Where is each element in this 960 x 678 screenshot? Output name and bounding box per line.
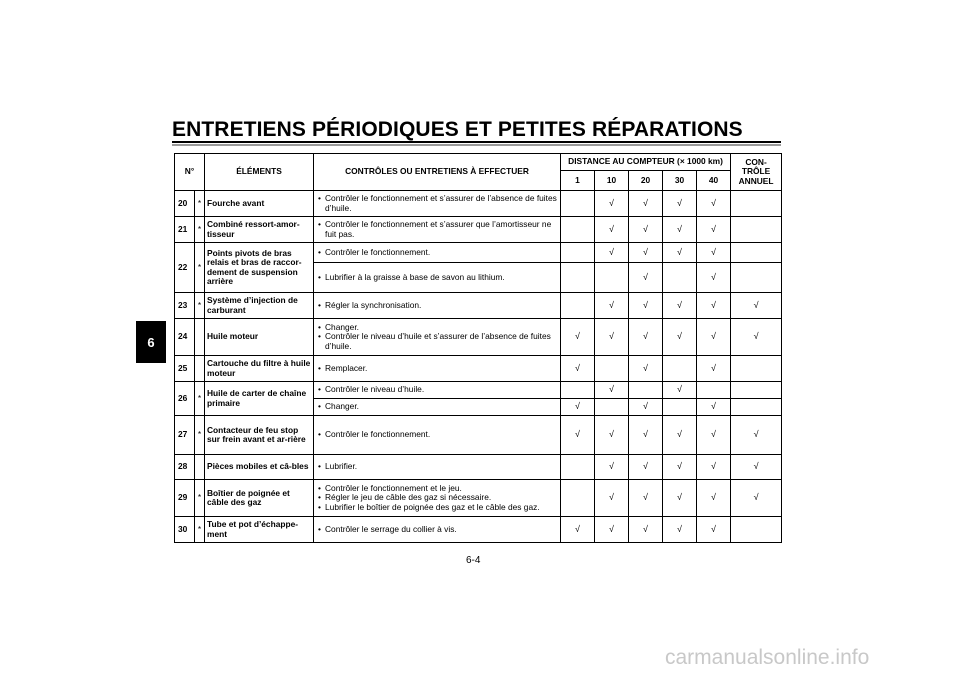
check-cell: √ xyxy=(629,243,663,263)
header-km: 1 xyxy=(561,171,595,191)
table-row xyxy=(175,191,782,217)
bullet: • xyxy=(318,331,321,342)
bullet: • xyxy=(318,271,321,282)
action-text: Régler le jeu de câble des gaz si nécessaire. xyxy=(325,492,492,503)
action-text: Contrôler le fonctionnement et le jeu. xyxy=(325,482,462,493)
check-annual xyxy=(731,399,782,416)
check-cell: √ xyxy=(629,319,663,356)
table-row xyxy=(175,243,782,263)
action-text: Contrôler le niveau d’huile. xyxy=(325,384,425,395)
bullet: • xyxy=(318,246,321,257)
row-element: Points pivots de bras relais et bras de raccor-dement de suspension arrière xyxy=(205,243,314,293)
action-text: Contrôler le fonctionnement et s’assurer de l’absence de fuites d’huile. xyxy=(325,193,557,213)
action-text: Changer. xyxy=(325,321,359,332)
check-cell: √ xyxy=(697,517,731,543)
row-star: * xyxy=(195,480,205,517)
table-row xyxy=(175,319,782,356)
check-annual xyxy=(731,263,782,293)
check-cell xyxy=(663,399,697,416)
check-cell: √ xyxy=(663,455,697,480)
row-star xyxy=(195,319,205,356)
check-cell: √ xyxy=(595,217,629,243)
row-number: 23 xyxy=(175,293,195,319)
check-cell xyxy=(663,263,697,293)
row-action xyxy=(314,382,561,399)
check-annual xyxy=(731,243,782,263)
page-title: ENTRETIENS PÉRIODIQUES ET PETITES RÉPARATIONS xyxy=(172,118,743,141)
check-cell: √ xyxy=(697,416,731,455)
action-text: Changer. xyxy=(325,401,359,412)
check-cell: √ xyxy=(629,416,663,455)
action-text: Lubrifier le boîtier de poignée des gaz et le câble des gaz. xyxy=(325,501,540,512)
check-annual xyxy=(731,217,782,243)
row-number: 21 xyxy=(175,217,195,243)
maintenance-table xyxy=(174,153,782,543)
row-action xyxy=(314,217,561,243)
bullet: • xyxy=(318,321,321,332)
row-element: Système d’injection de carburant xyxy=(205,293,314,319)
check-cell xyxy=(561,455,595,480)
check-cell: √ xyxy=(595,319,629,356)
row-star: * xyxy=(195,416,205,455)
row-number: 28 xyxy=(175,455,195,480)
check-cell xyxy=(629,382,663,399)
check-cell: √ xyxy=(561,416,595,455)
row-star: * xyxy=(195,191,205,217)
row-number: 26 xyxy=(175,382,195,416)
row-action xyxy=(314,356,561,382)
check-cell: √ xyxy=(697,319,731,356)
row-number: 25 xyxy=(175,356,195,382)
row-action xyxy=(314,416,561,455)
row-number: 30 xyxy=(175,517,195,543)
check-cell: √ xyxy=(697,293,731,319)
check-cell: √ xyxy=(629,356,663,382)
check-cell: √ xyxy=(629,399,663,416)
header-km: 20 xyxy=(629,171,663,191)
check-cell: √ xyxy=(663,382,697,399)
table-row xyxy=(175,293,782,319)
header-annual: CON-TRÔLE ANNUEL xyxy=(731,154,782,191)
action-text: Remplacer. xyxy=(325,362,368,373)
check-cell: √ xyxy=(697,455,731,480)
page-number: 6-4 xyxy=(466,555,481,566)
row-action xyxy=(314,263,561,293)
header-km: 40 xyxy=(697,171,731,191)
check-annual xyxy=(731,356,782,382)
action-text: Contrôler le serrage du collier à vis. xyxy=(325,523,457,534)
action-text: Contrôler le fonctionnement. xyxy=(325,246,431,257)
bullet: • xyxy=(318,429,321,440)
check-cell: √ xyxy=(663,517,697,543)
action-text: Contrôler le fonctionnement et s’assurer que l’amortisseur ne fuit pas. xyxy=(325,219,552,239)
check-cell: √ xyxy=(595,517,629,543)
row-element: Cartouche du filtre à huile moteur xyxy=(205,356,314,382)
check-cell xyxy=(561,217,595,243)
check-cell xyxy=(663,356,697,382)
check-cell: √ xyxy=(663,319,697,356)
check-cell: √ xyxy=(697,217,731,243)
row-action xyxy=(314,293,561,319)
row-star: * xyxy=(195,243,205,293)
check-cell: √ xyxy=(595,382,629,399)
bullet: • xyxy=(318,501,321,512)
row-star xyxy=(195,455,205,480)
action-text: Lubrifier à la graisse à base de savon au lithium. xyxy=(325,271,505,282)
row-action xyxy=(314,517,561,543)
action-text: Contrôler le niveau d’huile et s’assurer de l’absence de fuites d’huile. xyxy=(325,331,551,351)
header-elements: ÉLÉMENTS xyxy=(205,154,314,191)
row-action xyxy=(314,243,561,263)
row-element: Combiné ressort-amor-tisseur xyxy=(205,217,314,243)
check-annual: √ xyxy=(731,455,782,480)
check-cell: √ xyxy=(697,263,731,293)
watermark: carmanualsonline.info xyxy=(665,646,870,669)
check-cell: √ xyxy=(629,480,663,517)
check-cell: √ xyxy=(663,191,697,217)
check-annual xyxy=(731,517,782,543)
row-element: Boîtier de poignée et câble des gaz xyxy=(205,480,314,517)
check-cell: √ xyxy=(629,293,663,319)
check-annual xyxy=(731,382,782,399)
check-cell xyxy=(561,480,595,517)
row-star: * xyxy=(195,517,205,543)
check-cell: √ xyxy=(595,243,629,263)
check-cell: √ xyxy=(561,356,595,382)
table-row xyxy=(175,517,782,543)
row-star: * xyxy=(195,293,205,319)
row-element: Huile de carter de chaîne primaire xyxy=(205,382,314,416)
check-cell: √ xyxy=(595,416,629,455)
bullet: • xyxy=(318,299,321,310)
check-cell: √ xyxy=(595,191,629,217)
check-cell: √ xyxy=(697,243,731,263)
chapter-tab: 6 xyxy=(136,321,166,363)
row-action xyxy=(314,319,561,356)
check-cell: √ xyxy=(663,243,697,263)
check-annual: √ xyxy=(731,480,782,517)
header-controls: CONTRÔLES OU ENTRETIENS À EFFECTUER xyxy=(314,154,561,191)
check-cell: √ xyxy=(561,319,595,356)
row-element: Pièces mobiles et câ-bles xyxy=(205,455,314,480)
row-number: 27 xyxy=(175,416,195,455)
row-number: 24 xyxy=(175,319,195,356)
table-body xyxy=(175,191,782,543)
check-cell xyxy=(595,263,629,293)
row-number: 22 xyxy=(175,243,195,293)
check-cell: √ xyxy=(663,416,697,455)
check-cell: √ xyxy=(663,293,697,319)
check-cell: √ xyxy=(561,399,595,416)
row-element: Contacteur de feu stop sur frein avant et ar-rière xyxy=(205,416,314,455)
table-row xyxy=(175,217,782,243)
row-number: 29 xyxy=(175,480,195,517)
row-star: * xyxy=(195,217,205,243)
row-action xyxy=(314,191,561,217)
check-cell: √ xyxy=(663,217,697,243)
check-cell xyxy=(697,382,731,399)
row-number: 20 xyxy=(175,191,195,217)
table-row xyxy=(175,455,782,480)
check-cell: √ xyxy=(629,517,663,543)
action-text: Régler la synchronisation. xyxy=(325,299,422,310)
check-annual xyxy=(731,191,782,217)
table-row xyxy=(175,356,782,382)
title-rule-shadow xyxy=(172,144,781,146)
check-cell xyxy=(595,399,629,416)
check-cell: √ xyxy=(595,293,629,319)
bullet: • xyxy=(318,362,321,373)
check-cell: √ xyxy=(663,480,697,517)
check-cell: √ xyxy=(595,480,629,517)
bullet: • xyxy=(318,482,321,493)
header-distance: DISTANCE AU COMPTEUR (× 1000 km) xyxy=(561,154,731,171)
table-row xyxy=(175,382,782,399)
title-rule xyxy=(172,141,781,143)
check-cell xyxy=(595,356,629,382)
action-text: Lubrifier. xyxy=(325,461,358,472)
bullet: • xyxy=(318,384,321,395)
check-annual: √ xyxy=(731,319,782,356)
check-annual: √ xyxy=(731,416,782,455)
row-action xyxy=(314,399,561,416)
check-cell: √ xyxy=(561,517,595,543)
header-no: N° xyxy=(175,154,205,191)
check-cell: √ xyxy=(629,191,663,217)
check-cell xyxy=(561,191,595,217)
bullet: • xyxy=(318,523,321,534)
row-element: Tube et pot d’échappe-ment xyxy=(205,517,314,543)
action-text: Contrôler le fonctionnement. xyxy=(325,429,431,440)
check-cell xyxy=(561,382,595,399)
check-cell xyxy=(561,243,595,263)
check-cell: √ xyxy=(697,191,731,217)
bullet: • xyxy=(318,219,321,230)
header-km: 10 xyxy=(595,171,629,191)
bullet: • xyxy=(318,401,321,412)
check-cell: √ xyxy=(629,455,663,480)
row-element: Fourche avant xyxy=(205,191,314,217)
bullet: • xyxy=(318,461,321,472)
table-row xyxy=(175,416,782,455)
row-action xyxy=(314,480,561,517)
check-cell: √ xyxy=(629,217,663,243)
row-action xyxy=(314,455,561,480)
row-star: * xyxy=(195,382,205,416)
check-cell: √ xyxy=(697,480,731,517)
row-star xyxy=(195,356,205,382)
check-cell: √ xyxy=(595,455,629,480)
check-cell: √ xyxy=(697,356,731,382)
check-cell: √ xyxy=(697,399,731,416)
header-km: 30 xyxy=(663,171,697,191)
row-element: Huile moteur xyxy=(205,319,314,356)
bullet: • xyxy=(318,492,321,503)
check-cell: √ xyxy=(629,263,663,293)
check-cell xyxy=(561,263,595,293)
check-annual: √ xyxy=(731,293,782,319)
table-row xyxy=(175,480,782,517)
bullet: • xyxy=(318,193,321,204)
check-cell xyxy=(561,293,595,319)
